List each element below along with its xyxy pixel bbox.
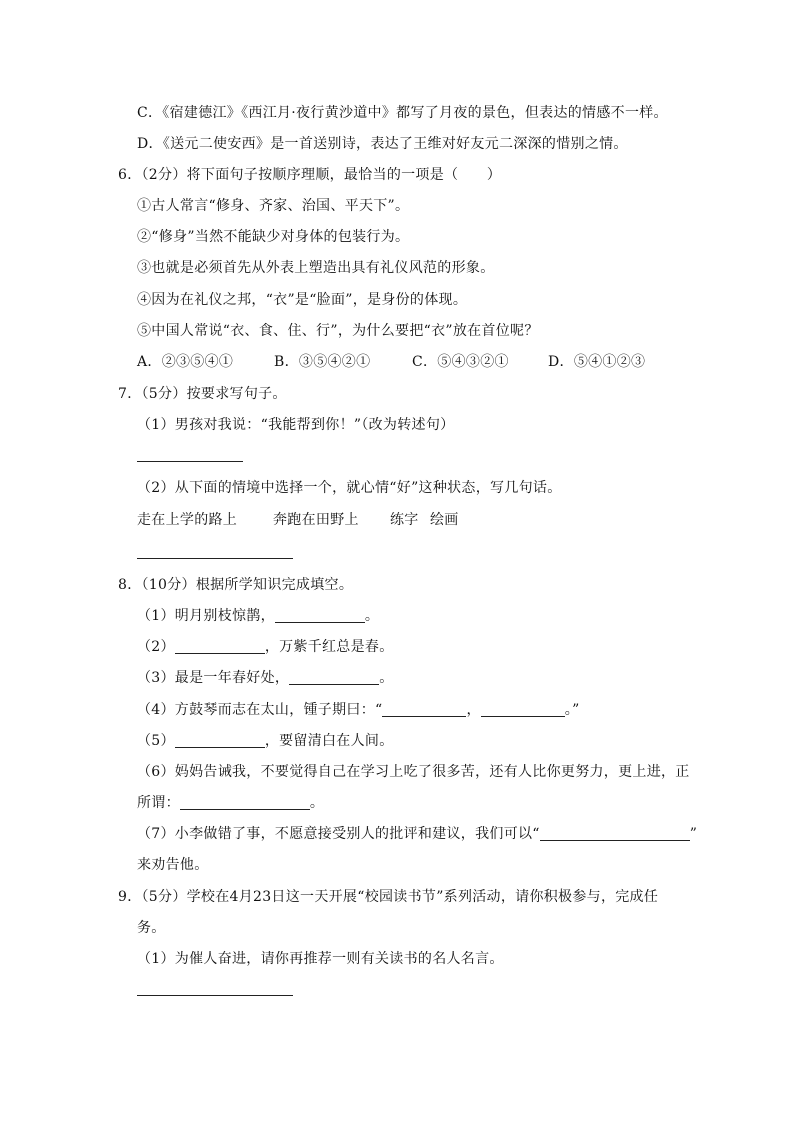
scene-2: 奔跑在田野上 xyxy=(273,512,359,528)
q8-item-4 xyxy=(137,701,580,719)
answer-line-9-1[interactable] xyxy=(137,995,293,996)
q8-item-2-num: （2） xyxy=(137,639,175,655)
q8-item-7-quote: ” xyxy=(689,826,698,842)
q8-item-3-end: 。 xyxy=(379,670,394,686)
option-6b: B．③⑤④②① xyxy=(274,354,371,370)
q8-item-6: （6）妈妈告诫我，不要觉得自己在学习上吃了很多苦，还有人比你更努力，更上进，正 xyxy=(137,764,690,780)
blank-8-6[interactable] xyxy=(180,795,310,810)
sentence-2: ②“修身”当然不能缺少对身体的包装行为。 xyxy=(137,229,410,245)
question-9: 9．（5分）学校在4月23日这一天开展“校园读书节”系列活动，请你积极参与，完成任 xyxy=(118,889,659,905)
q8-item-4-text: （4）方鼓琴而志在太山，锺子期曰：“ xyxy=(137,702,383,718)
q8-item-1 xyxy=(137,607,379,625)
question-6: 6．（2分）将下面句子按顺序理顺，最恰当的一项是（ ） xyxy=(118,167,502,183)
answer-line-7-1[interactable] xyxy=(137,461,243,462)
option-6c: C．⑤④③②① xyxy=(412,354,509,370)
blank-8-4a[interactable] xyxy=(382,702,466,717)
q8-item-5-text: ，要留清白在人间。 xyxy=(264,733,394,749)
option-6d: D．⑤④①②③ xyxy=(548,354,646,370)
blank-8-5[interactable] xyxy=(175,733,265,748)
q8-item-7-text: （7）小李做错了事，不愿意接受别人的批评和建议，我们可以“ xyxy=(137,826,540,842)
option-5c: C．《宿建德江》《西江月·夜行黄沙道中》都写了月夜的景色，但表达的情感不一样。 xyxy=(137,105,668,121)
q8-item-1-end: 。 xyxy=(364,608,380,624)
sentence-3: ③也就是必须首先从外表上塑造出具有礼仪风范的形象。 xyxy=(137,260,495,276)
question-7: 7．（5分）按要求写句子。 xyxy=(118,386,287,402)
q7-item-1: （1）男孩对我说：“我能帮到你！”（改为转述句） xyxy=(137,417,455,433)
blank-8-3[interactable] xyxy=(289,670,379,685)
scene-4: 绘画 xyxy=(430,512,459,528)
q8-item-2-text: ，万紫千红总是春。 xyxy=(264,639,394,655)
sentence-4: ④因为在礼仪之邦，“衣”是“脸面”，是身份的体现。 xyxy=(137,292,468,308)
option-5d: D．《送元二使安西》是一首送别诗，表达了王维对好友元二深深的惜别之情。 xyxy=(137,136,628,152)
sentence-1: ①古人常言“修身、齐家、治国、平天下”。 xyxy=(137,198,410,214)
blank-8-1[interactable] xyxy=(275,608,365,623)
scene-3: 练字 xyxy=(390,512,419,528)
q8-item-6-end: 。 xyxy=(309,795,325,811)
sentence-5: ⑤中国人常说“衣、食、住、行”，为什么要把“衣”放在首位呢？ xyxy=(137,323,539,339)
q8-item-3-text: （3）最是一年春好处， xyxy=(137,670,290,686)
option-6a: A．②③⑤④① xyxy=(137,354,234,370)
q8-item-2 xyxy=(137,638,394,656)
q8-item-5-num: （5） xyxy=(137,733,175,749)
q8-item-4-mid: ， xyxy=(466,702,481,718)
q8-item-7-cont: 来劝告他。 xyxy=(137,857,209,873)
q8-item-5 xyxy=(137,732,394,750)
q9-item-1: （1）为催人奋进，请你再推荐一则有关读书的名人名言。 xyxy=(137,951,504,967)
q8-item-7 xyxy=(137,825,697,843)
blank-8-4b[interactable] xyxy=(481,702,565,717)
q8-item-6-cont xyxy=(137,794,324,812)
blank-8-7[interactable] xyxy=(540,826,690,841)
q8-item-3 xyxy=(137,669,394,687)
q8-item-4-end: 。” xyxy=(564,702,580,718)
question-8: 8．（10分）根据所学知识完成填空。 xyxy=(118,577,354,593)
answer-line-7-2[interactable] xyxy=(137,558,293,559)
q8-item-1-text: （1）明月别枝惊鹊， xyxy=(137,608,275,624)
scene-1: 走在上学的路上 xyxy=(137,512,238,528)
q7-item-2: （2）从下面的情境中选择一个，就心情“好”这种状态，写几句话。 xyxy=(137,480,562,496)
question-9-cont: 务。 xyxy=(137,920,166,936)
blank-8-2[interactable] xyxy=(175,639,265,654)
q8-item-6-cont-text: 所谓： xyxy=(137,795,180,811)
